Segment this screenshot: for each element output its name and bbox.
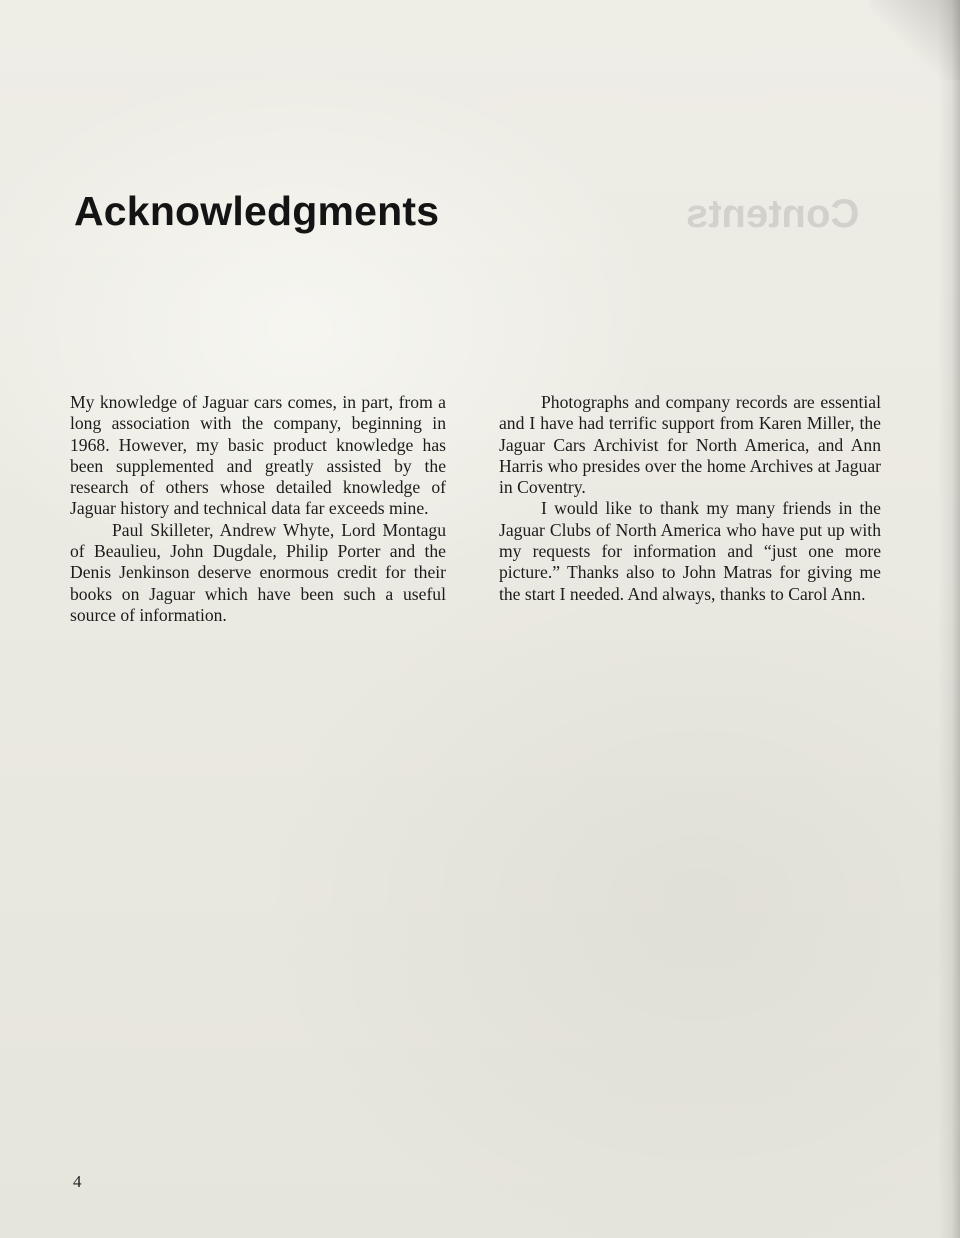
paragraph: My knowledge of Jaguar cars comes, in part, from a long association with the company, beginning in 1968. However, my basic product knowledge has been supplemented and greatly assisted by the research of others whose detailed knowledge of Jaguar history and technical data far exceeds mine. bbox=[70, 392, 446, 519]
page-number: 4 bbox=[73, 1172, 82, 1191]
paragraph: Paul Skilleter, Andrew Whyte, Lord Montagu of Beaulieu, John Dugdale, Philip Porter and the Denis Jenkinson deserve enormous credit for their books on Jaguar which have been such a useful source of information. bbox=[70, 519, 446, 625]
page-title: Acknowledgments bbox=[74, 188, 440, 234]
paragraph: Photographs and company records are essential and I have had terrific support from Karen Miller, the Jaguar Cars Archivist for North America, and Ann Harris who presides over the home Archives at Jaguar in Coventry. bbox=[499, 392, 881, 498]
bleed-through-title: Contents bbox=[686, 192, 860, 236]
left-text-column bbox=[70, 392, 446, 626]
paragraph: I would like to thank my many friends in the Jaguar Clubs of North America who have put up with my requests for information and “just one more picture.” Thanks also to John Matras for giving me the start I needed. And always, thanks to Carol Ann. bbox=[499, 498, 881, 604]
page-edge-shadow bbox=[938, 0, 960, 1238]
right-text-column bbox=[499, 392, 881, 605]
